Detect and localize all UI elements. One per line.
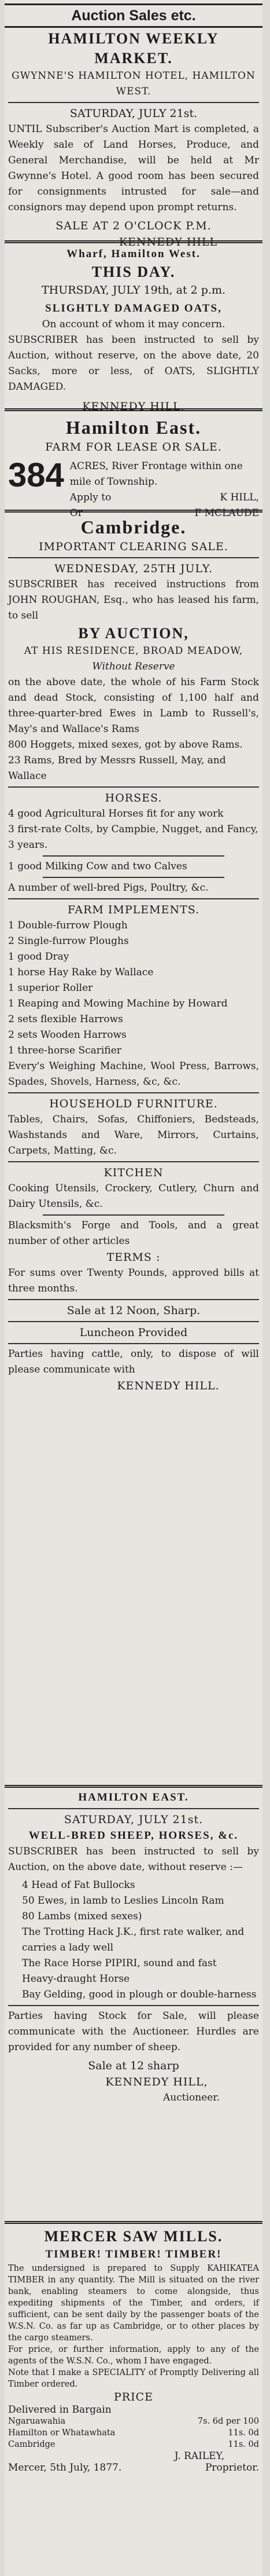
list-item: The Race Horse PIPIRI, sound and fast: [22, 1957, 217, 1969]
list-item: 1 three-horse Scarifier: [8, 1045, 121, 1056]
ad-headline: SLIGHTLY DAMAGED OATS,: [45, 302, 222, 314]
divider: [8, 1321, 259, 1322]
parties: Parties having cattle, only, to dispose of will please communicate with: [8, 1348, 259, 1375]
table-row: [8, 2427, 259, 2439]
ad-note: On account of whom it may concern.: [42, 319, 225, 330]
divider: [43, 1214, 224, 1216]
list-item: 1 superior Roller: [8, 982, 93, 994]
kitchen-items: Cooking Utensils, Crockery, Cutlery, Churn and Dairy Utensils, &c.: [8, 1183, 259, 1210]
ad-role: Proprietor.: [205, 2462, 259, 2473]
ad-title: HAMILTON WEEKLY MARKET.: [48, 30, 219, 67]
divider: [8, 1299, 259, 1300]
ad-role: Auctioneer.: [163, 2092, 220, 2103]
ad-damaged-oats: [8, 246, 259, 415]
ad-title: THIS DAY.: [91, 264, 176, 280]
ad-signature: KENNEDY HILL,: [105, 2076, 208, 2088]
terms: For sums over Twenty Pounds, approved bills at three months.: [8, 1267, 259, 1294]
ad-date: THURSDAY, JULY 19th, at 2 p.m.: [41, 284, 226, 297]
divider: [8, 898, 259, 899]
ad-date: Mercer, 5th July, 1877.: [8, 2462, 122, 2473]
horses-heading: HORSES.: [105, 792, 162, 804]
list-item: 4 Head of Fat Bullocks: [22, 1879, 135, 1891]
price: 11s. 0d: [228, 2428, 259, 2438]
place: Hamilton or Whatawhata: [8, 2428, 116, 2438]
parties: Parties having Stock for Sale, will please communicate with the Auctioneer. Hurdles are provided for any number of sheep.: [8, 2010, 259, 2053]
ad-signature: KENNEDY HILL.: [117, 1380, 220, 1392]
divider: [8, 557, 259, 558]
ad-separator: [5, 510, 262, 513]
ad-date: SATURDAY, JULY 21st.: [64, 1813, 204, 1826]
ad-body: SUBSCRIBER has been instructed to sell by Auction, without reserve, on the above date, 20 Sacks, more or less, of OATS, SLIGHTLY DAMAGED.: [8, 334, 259, 393]
list-item: 1 horse Hay Rake by Wallace: [8, 967, 154, 978]
without-reserve: Without Reserve: [92, 661, 175, 672]
list-item: 2 sets flexible Harrows: [8, 1013, 123, 1025]
list-item: 1 good Dray: [8, 951, 69, 963]
items-list: [8, 1878, 259, 2003]
ad-signature: KENNEDY HILL.: [82, 400, 185, 413]
sale-time: Sale at 12 Noon, Sharp.: [66, 1304, 201, 1317]
ad-subtitle: FARM FOR LEASE OR SALE.: [45, 441, 222, 453]
table-row: [8, 2416, 259, 2427]
residence: AT HIS RESIDENCE, BROAD MEADOW,: [24, 645, 243, 657]
ad-hamilton-weekly-market: [8, 29, 259, 250]
ad-signature: J. RAILEY,: [174, 2450, 224, 2462]
divider: [43, 855, 224, 857]
ad-location: Wharf, Hamilton West.: [66, 248, 201, 260]
list-item: 1 Double-furrow Plough: [8, 920, 128, 931]
prompt-note: Note that I make a SPECIALITY of Promptly Delivering all Timber ordered.: [8, 2368, 259, 2389]
ad-hamilton-east-sheep: [8, 1790, 259, 2106]
ad-title: Cambridge.: [80, 517, 187, 537]
place: Cambridge: [8, 2440, 56, 2449]
list-item: 80 Lambs (mixed sexes): [22, 1911, 142, 1922]
place: Ngaruawahia: [8, 2417, 66, 2426]
ad-intro: SUBSCRIBER has received instructions from JOHN ROUGHAN, Esq., who has leased his farm, to sell: [8, 579, 259, 621]
ad-separator: [5, 240, 262, 243]
ad-separator: [5, 408, 262, 411]
price: 7s. 6d per 100: [197, 2417, 259, 2426]
luncheon: Luncheon Provided: [79, 1326, 188, 1339]
agent-name: F MCLAUDE: [194, 507, 259, 519]
divider: [8, 786, 259, 788]
ad-headline: WELL-BRED SHEEP, HORSES, &c.: [28, 1829, 239, 1842]
divider: [8, 1092, 259, 1093]
delivered-label: Delivered in Bargain: [8, 2404, 112, 2416]
ad-signature: KENNEDY HILL: [119, 236, 218, 248]
hoggets: 800 Hoggets, mixed sexes, got by above Rams.: [8, 739, 243, 751]
divider: [8, 102, 259, 103]
divider: [8, 1808, 259, 1809]
ad-separator: [5, 2221, 262, 2224]
ad-venue: GWYNNE'S HAMILTON HOTEL, HAMILTON WEST.: [12, 70, 256, 97]
ad-intro: SUBSCRIBER has been instructed to sell by Auction, on the above date, without reserve :—: [8, 1846, 259, 1873]
ad-date: WEDNESDAY, 25TH JULY.: [54, 562, 213, 575]
section-header: Auction Sales etc.: [5, 3, 262, 28]
blacksmith-items: Blacksmith's Forge and Tools, and a great number of other articles: [8, 1220, 259, 1247]
by-auction: BY AUCTION,: [78, 625, 189, 642]
list-item: 50 Ewes, in lamb to Leslies Lincoln Ram: [22, 1895, 224, 1907]
or-label: Or: [69, 507, 83, 519]
list-item: 2 Single-furrow Ploughs: [8, 935, 129, 947]
divider: [8, 1161, 259, 1162]
ad-time: SALE AT 2 O'CLOCK P.M.: [56, 219, 212, 232]
price-table: [8, 2416, 259, 2450]
ad-title: Hamilton East.: [65, 417, 202, 438]
ad-separator: [5, 1785, 262, 1788]
list-item: Bay Gelding, good in plough or double-harness: [22, 1989, 257, 2000]
divider: [8, 2005, 259, 2006]
rams: 23 Rams, Bred by Messrs Russell, May, and Wallace: [8, 755, 226, 782]
divider: [8, 1343, 259, 1344]
sale-time: Sale at 12 sharp: [88, 2059, 179, 2072]
list-item: 2 sets Wooden Harrows: [8, 1029, 127, 1041]
ad-cambridge-clearing-sale: [8, 515, 259, 1394]
list-item: Heavy-draught Horse: [22, 1973, 130, 1985]
misc-items: Every's Weighing Machine, Wool Press, Barrows, Spades, Shovels, Harness, &c, &c.: [8, 1060, 259, 1088]
ad-date: SATURDAY, JULY 21st.: [69, 107, 198, 120]
ad-body: UNTIL Subscriber's Auction Mart is completed, a Weekly sale of Land Horses, Produce, and General Merchandise, will be held at Mr Gwynne's Hotel. A good room has been secured for consignments intrusted for sale—and consignors may depend upon prompt returns.: [8, 123, 259, 213]
ad-body: ACRES, River Frontage within one mile of Township.: [69, 460, 243, 488]
list-item: The Trotting Hack J.K., first rate walker, and carries a lady well: [22, 1926, 245, 1953]
newspaper-column: [5, 0, 262, 2576]
ad-title: MERCER SAW MILLS.: [44, 2228, 223, 2245]
ad-subtitle: IMPORTANT CLEARING SALE.: [39, 540, 228, 553]
terms-heading: TERMS :: [106, 1251, 161, 1264]
acreage-number: 384: [8, 456, 64, 494]
stock-description: on the above date, the whole of his Farm Stock and dead Stock, consisting of 1,100 half and three-quarter-bred Ewes in Lamb to Russell's, May's and Wallace's Rams: [8, 676, 259, 735]
ad-title: HAMILTON EAST.: [78, 1791, 189, 1803]
pigs: A number of well-bred Pigs, Poultry, &c.: [8, 882, 209, 894]
kitchen-heading: KITCHEN: [103, 1166, 164, 1179]
price-note: For price, or further information, apply to any of the agents of the W.S.N. Co., whom I have engaged.: [8, 2345, 259, 2366]
ad-farm-lease: [8, 416, 259, 521]
list-item: 1 Reaping and Mowing Machine by Howard: [8, 998, 228, 1009]
price: 11s. 0d: [228, 2440, 259, 2449]
household-heading: HOUSEHOLD FURNITURE.: [49, 1097, 218, 1110]
apply-label: Apply to: [69, 492, 112, 503]
implements-heading: FARM IMPLEMENTS.: [67, 903, 200, 916]
agent-name: K HILL,: [220, 492, 259, 503]
divider: [43, 877, 224, 878]
horses: 4 good Agricultural Horses fit for any work 3 first-rate Colts, by Campbie, Nugget, and Fancy, 3 years.: [8, 808, 258, 851]
table-row: [8, 2439, 259, 2450]
ad-mercer-saw-mills: [8, 2227, 259, 2473]
price-heading: PRICE: [113, 2391, 153, 2403]
cattle: 1 good Milking Cow and two Calves: [8, 861, 187, 872]
implements-list: [8, 918, 259, 1059]
household-items: Tables, Chairs, Sofas, Chiffoniers, Bedsteads, Washstands and Ware, Mirrors, Curtains, Carpets, Matting, &c.: [8, 1114, 259, 1157]
ad-body: The undersigned is prepared to Supply KAHIKATEA TIMBER in any quantity. The Mill is situated on the river bank, enabling steamers to come alongside, thus expediting shipments of the Timber, and orders, if sufficient, can be sent daily by the passenger boats of the W.S.N. Co. as far up as Cambridge, or to other places by the cargo steamers.: [8, 2264, 259, 2343]
ad-subtitle: TIMBER! TIMBER! TIMBER!: [45, 2248, 222, 2260]
